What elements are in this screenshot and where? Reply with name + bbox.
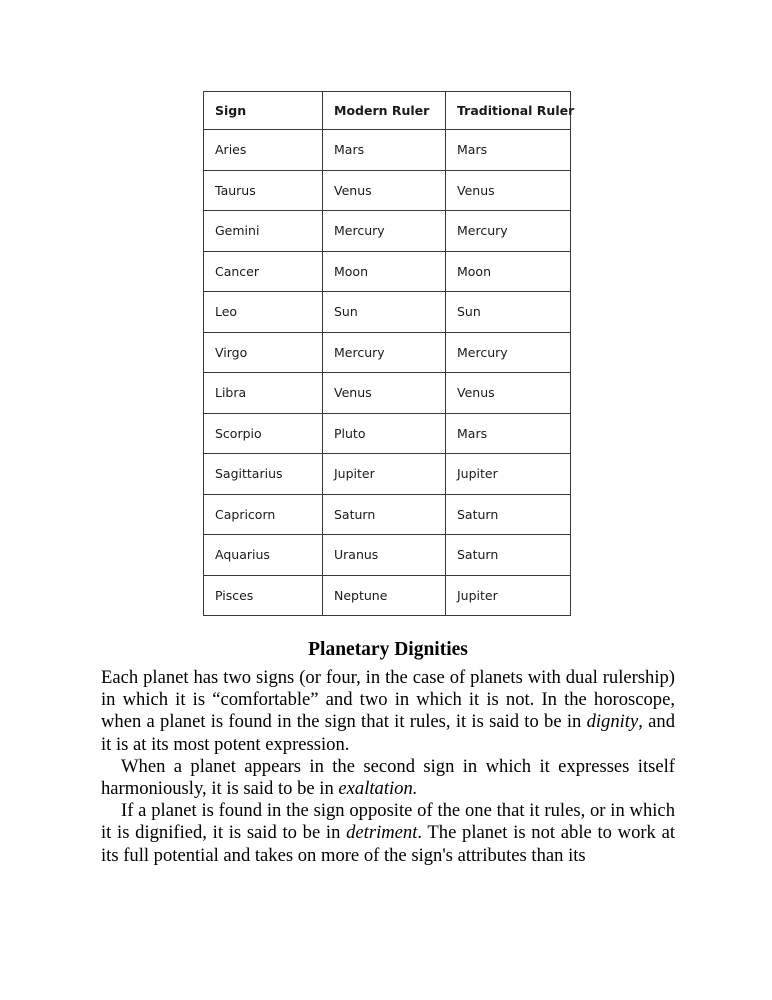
cell-traditional-ruler: Saturn xyxy=(446,535,571,576)
table-row xyxy=(204,251,571,292)
cell-sign: Cancer xyxy=(204,251,323,292)
table-row xyxy=(204,332,571,373)
cell-traditional-ruler: Venus xyxy=(446,373,571,414)
sign-rulers-table xyxy=(203,91,575,616)
cell-modern-ruler: Sun xyxy=(323,292,446,333)
table-row xyxy=(204,535,571,576)
cell-traditional-ruler: Mercury xyxy=(446,332,571,373)
table-row xyxy=(204,211,571,252)
paragraph-text: , and it is at its most potent expression. xyxy=(101,711,675,755)
cell-traditional-ruler: Jupiter xyxy=(446,575,571,616)
cell-modern-ruler: Mercury xyxy=(323,211,446,252)
table-header-row xyxy=(204,92,571,130)
cell-modern-ruler: Jupiter xyxy=(323,454,446,495)
paragraph-text: . The planet is not able to work at its full potential and takes on more of the sign's attributes than its xyxy=(101,822,675,866)
cell-sign: Scorpio xyxy=(204,413,323,454)
paragraph-text: Each planet has two signs (or four, in the case of planets with dual rulership) in which it is “comfortable” and two in which it is not. In the horoscope, when a planet is found in the sign that it rules, it is said to be in xyxy=(101,667,675,733)
italic-term: exaltation. xyxy=(338,778,418,800)
body-paragraph xyxy=(101,667,675,756)
table-row xyxy=(204,454,571,495)
table-row xyxy=(204,292,571,333)
cell-modern-ruler: Uranus xyxy=(323,535,446,576)
cell-traditional-ruler: Mars xyxy=(446,130,571,171)
header-sign: Sign xyxy=(204,92,323,130)
table-row xyxy=(204,413,571,454)
planetary-dignities-section xyxy=(101,638,675,867)
cell-modern-ruler: Moon xyxy=(323,251,446,292)
cell-sign: Aries xyxy=(204,130,323,171)
cell-modern-ruler: Pluto xyxy=(323,413,446,454)
cell-sign: Aquarius xyxy=(204,535,323,576)
cell-modern-ruler: Neptune xyxy=(323,575,446,616)
cell-traditional-ruler: Saturn xyxy=(446,494,571,535)
cell-sign: Libra xyxy=(204,373,323,414)
cell-traditional-ruler: Jupiter xyxy=(446,454,571,495)
table-row xyxy=(204,575,571,616)
italic-term: detriment xyxy=(346,822,418,844)
cell-modern-ruler: Mars xyxy=(323,130,446,171)
table-row xyxy=(204,494,571,535)
section-body xyxy=(101,667,675,867)
cell-sign: Virgo xyxy=(204,332,323,373)
cell-traditional-ruler: Mars xyxy=(446,413,571,454)
cell-sign: Capricorn xyxy=(204,494,323,535)
cell-traditional-ruler: Sun xyxy=(446,292,571,333)
paragraph-text: When a planet appears in the second sign in which it expresses itself harmoniously, it is said to be in xyxy=(101,755,675,800)
table-row xyxy=(204,130,571,171)
italic-term: dignity xyxy=(586,711,639,733)
cell-modern-ruler: Venus xyxy=(323,373,446,414)
cell-traditional-ruler: Mercury xyxy=(446,211,571,252)
header-modern-ruler: Modern Ruler xyxy=(323,92,446,130)
cell-sign: Leo xyxy=(204,292,323,333)
paragraph-text: If a planet is found in the sign opposite of the one that it rules, or in which it is dignified, it is said to be in xyxy=(101,800,675,844)
body-paragraph xyxy=(101,756,675,800)
cell-sign: Sagittarius xyxy=(204,454,323,495)
cell-modern-ruler: Saturn xyxy=(323,494,446,535)
section-title: Planetary Dignities xyxy=(308,639,468,660)
cell-traditional-ruler: Venus xyxy=(446,170,571,211)
cell-sign: Taurus xyxy=(204,170,323,211)
table-row xyxy=(204,170,571,211)
body-paragraph xyxy=(101,800,675,867)
cell-sign: Gemini xyxy=(204,211,323,252)
header-traditional-ruler: Traditional Ruler xyxy=(446,92,571,130)
cell-traditional-ruler: Moon xyxy=(446,251,571,292)
cell-modern-ruler: Mercury xyxy=(323,332,446,373)
cell-sign: Pisces xyxy=(204,575,323,616)
table-row xyxy=(204,373,571,414)
cell-modern-ruler: Venus xyxy=(323,170,446,211)
table-body xyxy=(204,130,571,616)
